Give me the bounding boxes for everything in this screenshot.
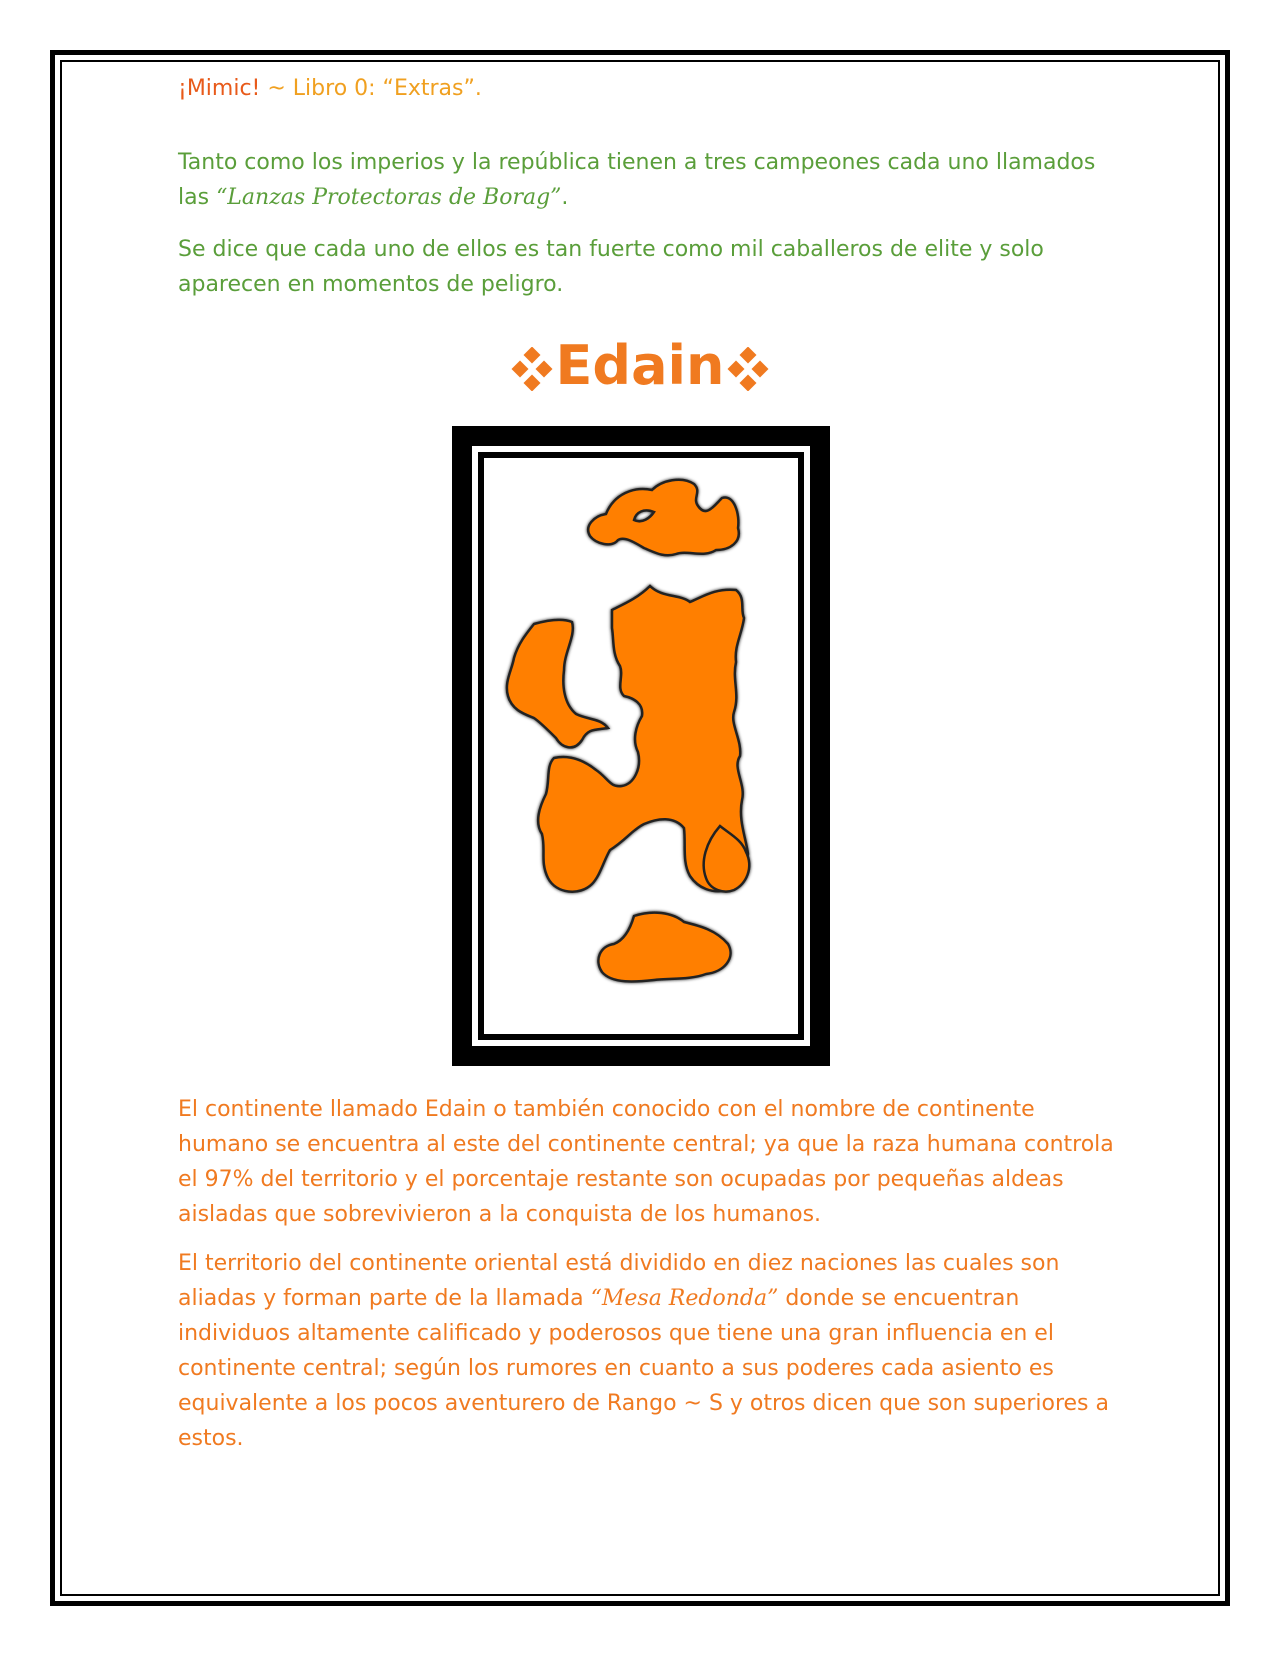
diamond-ornament-icon-right <box>726 347 770 391</box>
edain-continent-map <box>484 458 798 1034</box>
intro-p1-end: . <box>561 185 569 210</box>
intro-p1-italic: “Lanzas Protectoras de Borag” <box>216 185 562 210</box>
section-title-text: Edain <box>555 334 725 397</box>
section-title <box>0 326 1280 406</box>
header-brand: ¡Mimic! <box>178 76 261 101</box>
document-header <box>178 76 482 101</box>
continent-map-frame <box>452 426 830 1066</box>
body-p2-text-b: donde se encuentran individuos altamente calificado y poderosos que tiene una gran influencia en el continente central; según los rumores en cuanto a sus poderes cada asiento es equivalente a los pocos aventurero de Rango ~ S y otros dicen que son superiores a estos. <box>178 1286 1109 1451</box>
intro-paragraph-2: Se dice que cada uno de ellos es tan fuerte como mil caballeros de elite y solo aparecen en momentos de peligro. <box>178 237 1044 297</box>
continent-landmass <box>507 480 749 982</box>
intro-paragraph-1 <box>178 145 1118 215</box>
header-subtitle: ~ Libro 0: “Extras”. <box>260 76 482 101</box>
body-paragraph-2 <box>178 1246 1118 1456</box>
diamond-ornament-icon-left <box>510 347 554 391</box>
intro-p1-text: Tanto como los imperios y la república tienen a tres campeones cada uno llamados las <box>178 150 1096 210</box>
body-paragraph-1: El continente llamado Edain o también conocido con el nombre de continente humano se encuentra al este del continente central; ya que la raza humana controla el 97% del territorio y el porcentaje restante son ocupadas por pequeñas aldeas aisladas que sobrevivieron a la conquista de los humanos. <box>178 1097 1114 1227</box>
body-p2-text-a: El territorio del continente oriental está dividido en diez naciones las cuales son aliadas y forman parte de la llamada <box>178 1251 1060 1311</box>
body-p2-italic: “Mesa Redonda” <box>590 1286 779 1311</box>
